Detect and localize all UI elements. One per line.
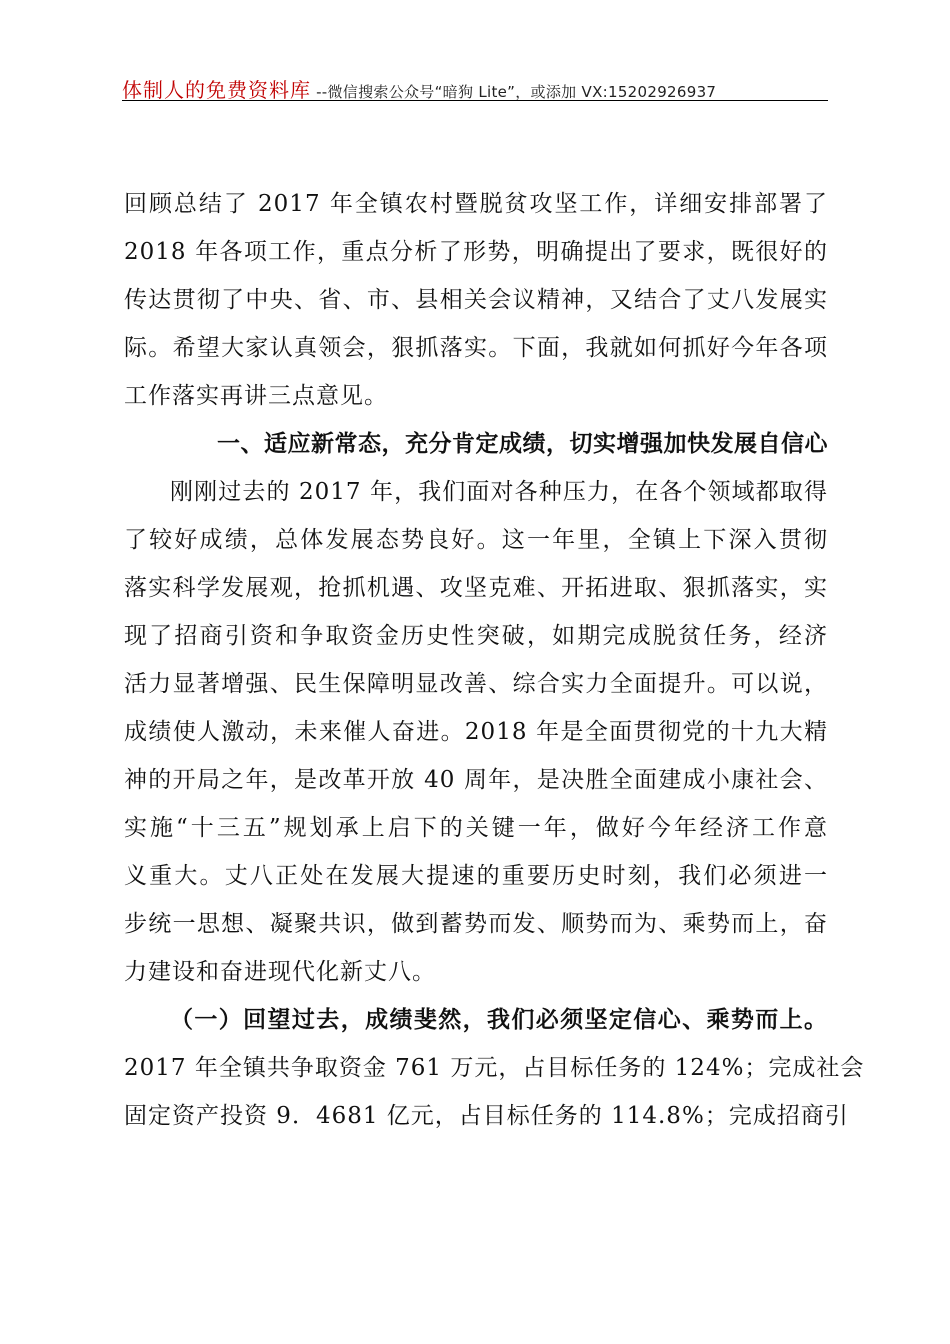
text-line: 成绩使人激动，未来催人奋进。2018 年是全面贯彻党的十九大精 bbox=[124, 719, 828, 745]
text-line: 固定资产投资 9．4681 亿元，占目标任务的 114.8%；完成招商引 bbox=[124, 1103, 849, 1129]
header-brand: 体制人的免费资料库 bbox=[122, 78, 311, 102]
text-line: 传达贯彻了中央、省、市、县相关会议精神，又结合了丈八发展实 bbox=[124, 287, 828, 313]
text-line: 了较好成绩，总体发展态势良好。这一年里，全镇上下深入贯彻 bbox=[124, 527, 828, 553]
section-heading: 一、适应新常态，充分肯定成绩，切实增强加快发展自信心 bbox=[217, 431, 828, 457]
text-line: 回顾总结了 2017 年全镇农村暨脱贫攻坚工作，详细安排部署了 bbox=[124, 191, 828, 217]
subsection-heading: （一）回望过去，成绩斐然，我们必须坚定信心、乘势而上。 bbox=[170, 1006, 828, 1033]
text-line: 工作落实再讲三点意见。 bbox=[124, 383, 388, 409]
header-contact: --微信搜索公众号“暗狗 Lite”，或添加 VX:15202926937 bbox=[311, 83, 717, 101]
page-header bbox=[122, 74, 828, 100]
text-line: 现了招商引资和争取资金历史性突破，如期完成脱贫任务，经济 bbox=[124, 623, 828, 649]
text-line: 神的开局之年，是改革开放 40 周年，是决胜全面建成小康社会、 bbox=[124, 767, 828, 793]
text-line: 落实科学发展观，抢抓机遇、攻坚克难、开拓进取、狠抓落实，实 bbox=[124, 575, 828, 601]
text-line: 步统一思想、凝聚共识，做到蓄势而发、顺势而为、乘势而上，奋 bbox=[124, 911, 828, 937]
text-line: 活力显著增强、民生保障明显改善、综合实力全面提升。可以说， bbox=[124, 671, 828, 697]
text-line: 2017 年全镇共争取资金 761 万元，占目标任务的 124%；完成社会 bbox=[124, 1055, 865, 1081]
text-line: 义重大。丈八正处在发展大提速的重要历史时刻，我们必须进一 bbox=[124, 863, 828, 889]
document-body bbox=[124, 180, 865, 1140]
text-line: 实施“十三五”规划承上启下的关键一年，做好今年经济工作意 bbox=[124, 815, 828, 841]
header-divider bbox=[122, 100, 828, 101]
text-line: 际。希望大家认真领会，狠抓落实。下面，我就如何抓好今年各项 bbox=[124, 335, 828, 361]
text-line: 2018 年各项工作，重点分析了形势，明确提出了要求，既很好的 bbox=[124, 239, 828, 265]
text-line: 力建设和奋进现代化新丈八。 bbox=[124, 959, 436, 985]
text-line: 刚刚过去的 2017 年，我们面对各种压力，在各个领域都取得 bbox=[170, 479, 828, 505]
